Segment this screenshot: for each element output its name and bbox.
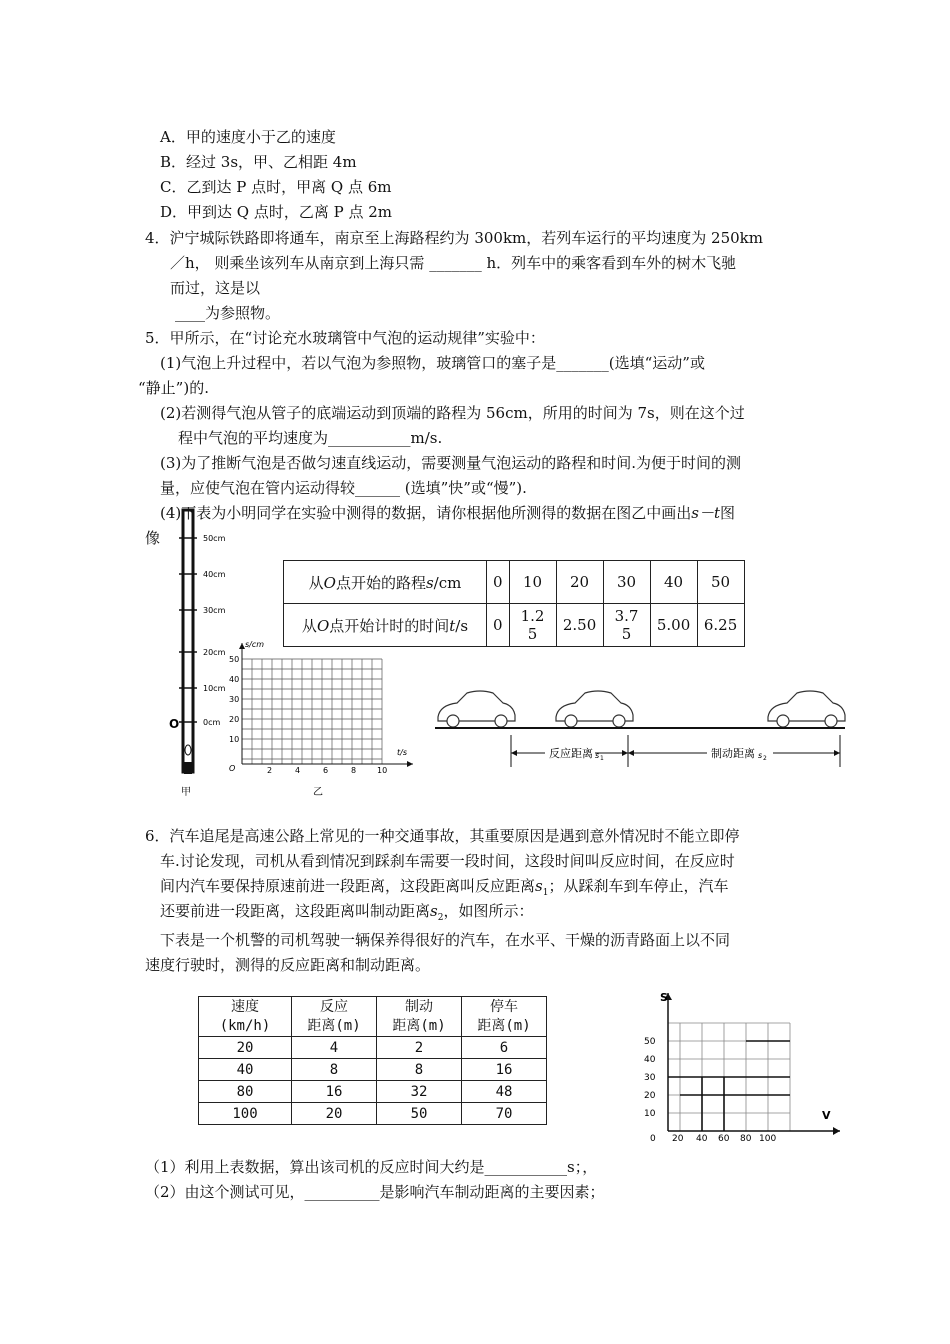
q4-line4: ____为参照物。 [175, 304, 281, 322]
q4-line1: 4．沪宁城际铁路即将通车，南京至上海路程约为 300km，若列车运行的平均速度为 250km [145, 229, 763, 247]
y-tick: 50 [644, 1037, 656, 1047]
x-tick: 60 [718, 1134, 730, 1144]
svg-text:2: 2 [763, 755, 767, 762]
tube-mark-40: 40cm [203, 570, 226, 579]
table-cell: 2.50 [556, 604, 603, 647]
car-icon [556, 691, 633, 727]
tube-mark-20: 20cm [203, 648, 226, 657]
tube-stopper [184, 762, 192, 774]
q4-line3: 而过，这是以 [170, 279, 261, 297]
graph-yi [225, 635, 420, 800]
y-axis-label: S [660, 991, 668, 1004]
row2-label: 从O点开始计时的时间t/s [284, 604, 487, 647]
y-tick: 30 [229, 695, 240, 704]
table-row [199, 997, 547, 1037]
table-cell: 100 [199, 1103, 292, 1125]
q5-intro: 5．甲所示，在“讨论充水玻璃管中气泡的运动规律”实验中： [145, 329, 545, 347]
q6-l3: 间内汽车要保持原速前进一段距离，这段距离叫反应距离$s_1$；从踩刹车到车停止，汽车 [160, 877, 729, 898]
table-cell: 10 [509, 561, 556, 604]
q5-p4b: 像 [145, 529, 161, 547]
header-stopping: 停车 距离(m) [462, 997, 547, 1037]
table-row [199, 1103, 547, 1125]
y-tick: 20 [229, 715, 240, 724]
table-cell: 8 [292, 1059, 377, 1081]
table-cell: 80 [199, 1081, 292, 1103]
q5-p4a: (4)下表为小明同学在实验中测得的数据，请你根据他所测得的数据在图乙中画出s－t图 [160, 504, 736, 522]
graph-caption: 乙 [313, 787, 323, 798]
table-cell: 8 [377, 1059, 462, 1081]
x-tick: 4 [295, 766, 301, 775]
x-tick: 6 [323, 766, 329, 775]
q6-l2: 车.讨论发现，司机从看到情况到踩刹车需要一段时间，这段时间叫反应时间，在反应时 [160, 852, 735, 870]
question-1: （1）利用上表数据，算出该司机的反应时间大约是___________s；， [145, 1158, 598, 1176]
header-speed: 速度 (km/h) [199, 997, 292, 1037]
table-row [284, 561, 745, 604]
car-icon [768, 691, 845, 727]
y-tick: 40 [644, 1055, 656, 1065]
x-tick: 40 [696, 1134, 708, 1144]
graph-s-v [640, 985, 850, 1145]
option-a: A．甲的速度小于乙的速度 [160, 128, 336, 146]
table-cell: 20 [199, 1037, 292, 1059]
option-c: C．乙到达 P 点时，甲离 Q 点 6m [160, 178, 392, 196]
option-b: B．经过 3s，甲、乙相距 4m [160, 153, 357, 171]
y-tick: 10 [229, 735, 240, 744]
table-cell: 50 [697, 561, 744, 604]
x-tick: 100 [759, 1134, 777, 1144]
table-cell: 40 [650, 561, 697, 604]
table-row [199, 1037, 547, 1059]
table-cell: 40 [199, 1059, 292, 1081]
q5-p2b: 程中气泡的平均速度为___________m/s. [178, 429, 443, 447]
q5-p2a: (2)若测得气泡从管子的底端运动到顶端的路程为 56cm，所用的时间为 7s，则在这个过 [160, 404, 745, 422]
reaction-distance-label: 反应距离 [549, 747, 593, 760]
y-tick: 40 [229, 675, 240, 684]
table-cell: 20 [292, 1103, 377, 1125]
x-tick: 20 [672, 1134, 684, 1144]
tube-mark-30: 30cm [203, 606, 226, 615]
table-cell: 5.00 [650, 604, 697, 647]
x-axis-label: t/s [397, 748, 407, 757]
table-cell: 20 [556, 561, 603, 604]
header-reaction: 反应 距离(m) [292, 997, 377, 1037]
data-table-2 [198, 996, 547, 1125]
origin-label: O [229, 764, 236, 773]
table-cell: 0 [487, 561, 510, 604]
tube-caption: 甲 [181, 787, 191, 798]
svg-text:s: s [758, 751, 763, 760]
q6-l5: 下表是一个机警的司机驾驶一辆保养得很好的汽车，在水平、干燥的沥青路面上以不同 [160, 931, 731, 949]
data-table-1 [283, 560, 745, 647]
table-cell: 6.25 [697, 604, 744, 647]
braking-illustration [435, 685, 847, 775]
header-braking: 制动 距离(m) [377, 997, 462, 1037]
table-row [199, 1081, 547, 1103]
air-bubble [185, 745, 191, 755]
table-cell: 50 [377, 1103, 462, 1125]
x-tick: 2 [267, 766, 273, 775]
table-cell: 4 [292, 1037, 377, 1059]
q5-p1a: (1)气泡上升过程中，若以气泡为参照物，玻璃管口的塞子是_______(选填“运动”或 [160, 354, 705, 372]
q4-line2: ／h， 则乘坐该列车从南京到上海只需 _______ h．列车中的乘客看到车外的树木飞驰 [170, 254, 737, 272]
svg-text:1: 1 [600, 755, 604, 762]
tube-mark-0: 0cm [203, 718, 221, 727]
table-cell: 48 [462, 1081, 547, 1103]
y-tick: 30 [644, 1073, 656, 1083]
tube-mark-50: 50cm [203, 534, 226, 543]
table-cell: 3.7 5 [603, 604, 650, 647]
x-axis-label: V [822, 1109, 831, 1122]
tube-body [183, 510, 193, 772]
tube-origin-label: O [169, 717, 180, 731]
car-icon [438, 691, 515, 727]
row1-label: 从O点开始的路程s/cm [284, 561, 487, 604]
table-cell: 2 [377, 1037, 462, 1059]
x-tick: 10 [377, 766, 388, 775]
q5-p3a: (3)为了推断气泡是否做匀速直线运动，需要测量气泡运动的路程和时间.为便于时间的测 [160, 454, 742, 472]
y-tick: 50 [229, 655, 240, 664]
table-cell: 70 [462, 1103, 547, 1125]
table-cell: 1.2 5 [509, 604, 556, 647]
table-cell: 32 [377, 1081, 462, 1103]
q5-p1b: “静止”)的. [138, 379, 209, 397]
q6-l6: 速度行驶时，测得的反应距离和制动距离。 [145, 956, 431, 974]
y-tick: 20 [644, 1091, 656, 1101]
x-tick: 8 [351, 766, 357, 775]
table-cell: 0 [487, 604, 510, 647]
y-tick: 10 [644, 1109, 656, 1119]
table-cell: 30 [603, 561, 650, 604]
q5-p3b: 量，应使气泡在管内运动得较______ (选填”快”或“慢”). [160, 479, 527, 497]
x-tick: 80 [740, 1134, 752, 1144]
q6-l1: 6．汽车追尾是高速公路上常见的一种交通事故，其重要原因是遇到意外情况时不能立即停 [145, 827, 740, 845]
svg-text:s: s [595, 751, 600, 760]
y-axis-label: s/cm [245, 640, 265, 649]
question-2: （2）由这个测试可见，__________是影响汽车制动距离的主要因素； [145, 1183, 605, 1201]
q6-l4: 还要前进一段距离，这段距离叫制动距离$s_2$，如图所示： [160, 902, 534, 923]
table-row [199, 1059, 547, 1081]
braking-distance-label: 制动距离 [711, 747, 755, 760]
x-tick: 0 [650, 1134, 656, 1144]
option-d: D．甲到达 Q 点时，乙离 P 点 2m [160, 203, 393, 221]
tube-mark-10: 10cm [203, 684, 226, 693]
table-cell: 16 [292, 1081, 377, 1103]
table-cell: 6 [462, 1037, 547, 1059]
table-cell: 16 [462, 1059, 547, 1081]
